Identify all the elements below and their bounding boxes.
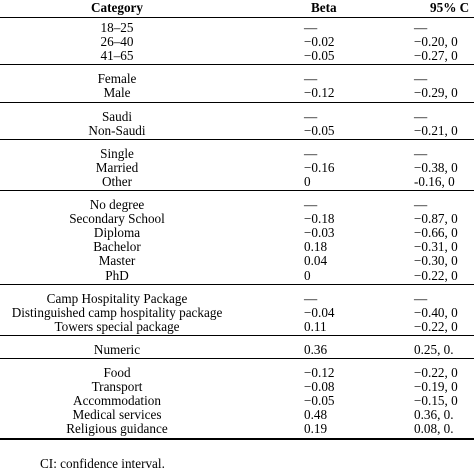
row-category: Single xyxy=(100,145,134,161)
row-beta: — xyxy=(304,145,318,161)
row-beta: — xyxy=(304,290,318,306)
row-ci: −0.66, 0 xyxy=(414,225,458,241)
row-category: No degree xyxy=(89,197,145,212)
row-beta: −0.02 xyxy=(304,34,335,50)
row-category: Food xyxy=(103,365,131,380)
row-beta: −0.05 xyxy=(304,393,335,409)
row-category: 41–65 xyxy=(100,48,134,64)
row-beta: 0 xyxy=(304,267,311,283)
row-category: Numeric xyxy=(93,341,141,357)
row-category: Married xyxy=(95,159,139,175)
row-category: Saudi xyxy=(101,108,133,124)
row-ci: −0.22, 0 xyxy=(414,318,458,334)
row-category: Female xyxy=(97,71,137,87)
row-ci: 0.36, 0. xyxy=(414,407,454,423)
row-ci: — xyxy=(414,20,428,35)
row-ci: −0.21, 0 xyxy=(414,122,458,138)
row-ci: — xyxy=(414,108,428,124)
row-category: Bachelor xyxy=(93,239,141,255)
row-ci: — xyxy=(414,290,428,306)
row-ci: −0.27, 0 xyxy=(414,48,458,64)
row-beta: −0.18 xyxy=(304,211,335,227)
row-category: Towers special package xyxy=(54,318,180,334)
header-ci: 95% C xyxy=(430,0,470,15)
row-beta: −0.16 xyxy=(304,159,335,175)
row-ci: -0.16, 0 xyxy=(414,173,455,189)
row-category: Other xyxy=(101,173,133,189)
row-beta: −0.05 xyxy=(304,122,335,138)
row-ci: 0.25, 0. xyxy=(414,341,454,357)
group-divider xyxy=(0,335,474,336)
row-ci: — xyxy=(414,145,428,161)
row-beta: −0.12 xyxy=(304,365,335,380)
row-ci: −0.20, 0 xyxy=(414,34,458,50)
row-beta: — xyxy=(304,20,318,35)
row-ci: −0.22, 0 xyxy=(414,365,458,380)
row-ci: −0.30, 0 xyxy=(414,253,458,269)
row-category: Camp Hospitality Package xyxy=(46,290,188,306)
group-divider xyxy=(0,358,474,359)
row-category: Non-Saudi xyxy=(88,122,146,138)
row-category: Religious guidance xyxy=(66,421,168,437)
header-rule xyxy=(0,17,474,18)
group-divider xyxy=(0,102,474,103)
row-ci: 0.08, 0. xyxy=(414,421,454,437)
row-category: 26–40 xyxy=(100,34,134,50)
group-divider xyxy=(0,438,474,440)
row-ci: — xyxy=(414,197,428,212)
row-beta: −0.08 xyxy=(304,379,335,395)
row-beta: 0.04 xyxy=(304,253,328,269)
row-beta: −0.05 xyxy=(304,48,335,64)
row-ci: −0.29, 0 xyxy=(414,85,458,101)
row-ci: −0.31, 0 xyxy=(414,239,458,255)
row-beta: 0 xyxy=(304,173,311,189)
footnote: CI: confidence interval. xyxy=(40,456,165,471)
row-beta: −0.03 xyxy=(304,225,335,241)
row-category: Medical services xyxy=(72,407,162,423)
row-ci: −0.38, 0 xyxy=(414,159,458,175)
header-category: Category xyxy=(91,0,143,15)
row-ci: −0.40, 0 xyxy=(414,304,458,320)
row-beta: 0.48 xyxy=(304,407,328,423)
row-category: Secondary School xyxy=(69,211,165,227)
group-divider xyxy=(0,190,474,191)
row-beta: 0.18 xyxy=(304,239,328,255)
group-divider xyxy=(0,284,474,285)
row-category: 18–25 xyxy=(100,20,134,35)
row-category: Accommodation xyxy=(73,393,161,409)
header-beta: Beta xyxy=(311,0,337,15)
row-ci: −0.87, 0 xyxy=(414,211,458,227)
row-beta: −0.04 xyxy=(304,304,335,320)
row-category: Master xyxy=(98,253,136,269)
row-ci: −0.22, 0 xyxy=(414,267,458,283)
row-category: Male xyxy=(103,85,131,101)
row-beta: −0.12 xyxy=(304,85,335,101)
group-divider xyxy=(0,64,474,65)
row-beta: — xyxy=(304,197,318,212)
row-category: Transport xyxy=(91,379,143,395)
row-beta: — xyxy=(304,71,318,87)
row-ci: — xyxy=(414,71,428,87)
row-category: PhD xyxy=(105,267,129,283)
row-ci: −0.15, 0 xyxy=(414,393,458,409)
row-ci: −0.19, 0 xyxy=(414,379,458,395)
row-beta: 0.11 xyxy=(304,318,327,334)
row-category: Diploma xyxy=(93,225,141,241)
row-beta: 0.19 xyxy=(304,421,328,437)
row-category: Distinguished camp hospitality package xyxy=(11,304,223,320)
group-divider xyxy=(0,139,474,140)
row-beta: 0.36 xyxy=(304,341,328,357)
row-beta: — xyxy=(304,108,318,124)
